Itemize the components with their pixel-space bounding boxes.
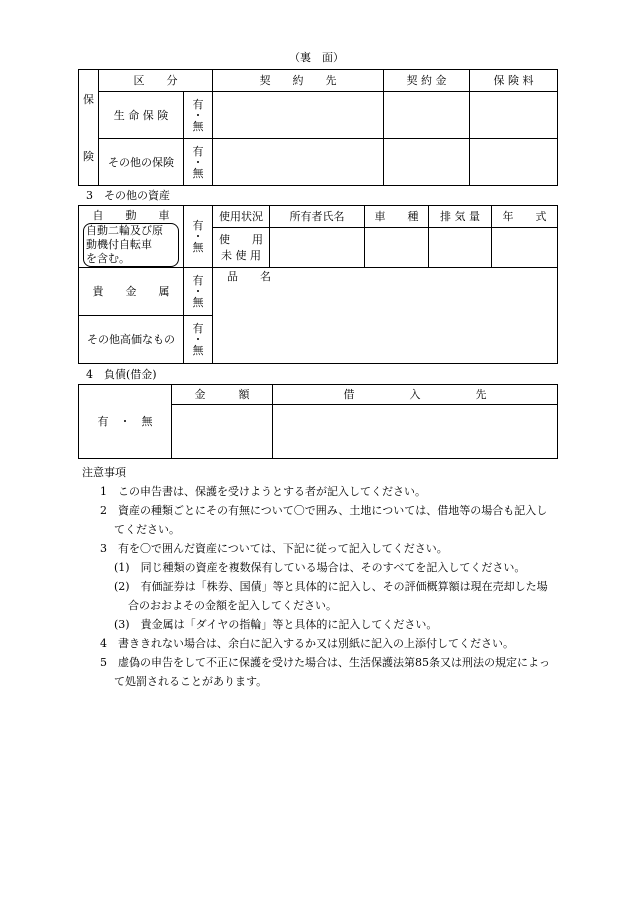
- other-premium-field[interactable]: [470, 139, 558, 186]
- separator-text: ・: [192, 230, 204, 243]
- car-yesno[interactable]: [184, 206, 213, 268]
- notes-section: [82, 463, 556, 691]
- other-contractor-field[interactable]: [213, 139, 384, 186]
- yes-text: 有: [192, 219, 204, 232]
- side-label-top: 保: [83, 92, 94, 106]
- life-insurance-label: 生 命 保 険: [99, 92, 184, 139]
- insurance-side-label: [79, 70, 99, 186]
- other-assets-table: [78, 205, 558, 364]
- separator-text: ・: [192, 108, 204, 122]
- yes-text: 有: [192, 322, 204, 335]
- displacement-field[interactable]: [429, 228, 492, 268]
- car-label: 自 動 車: [92, 209, 170, 222]
- section-4-title: 4 負債(借金): [86, 368, 157, 381]
- no-text: 無: [192, 119, 204, 133]
- model-field[interactable]: [365, 228, 429, 268]
- owner-field[interactable]: [270, 228, 365, 268]
- header-amount: 金 額: [172, 385, 273, 405]
- yes-text: 有: [192, 144, 204, 158]
- note-item-1: 1 この申告書は、保護を受けようとする者が記入してください。: [100, 485, 426, 498]
- header-contract-amount: 契 約 金: [384, 70, 470, 92]
- liabilities-yesno[interactable]: 有 ・ 無: [79, 385, 172, 459]
- header-owner: 所有者氏名: [270, 206, 365, 228]
- notes-title: 注意事項: [82, 466, 126, 479]
- precious-metals-yesno[interactable]: [184, 268, 213, 316]
- note-item-3-3: (3) 貴金属は「ダイヤの指輪」等と具体的に記入してください。: [114, 618, 438, 631]
- year-field[interactable]: [492, 228, 558, 268]
- other-amount-field[interactable]: [384, 139, 470, 186]
- yes-text: 有: [192, 274, 204, 287]
- no-text: 無: [192, 344, 204, 357]
- lender-field[interactable]: [273, 405, 558, 459]
- header-premium: 保 険 料: [470, 70, 558, 92]
- header-usage: 使用状況: [213, 206, 270, 228]
- other-valuables-label: その他高価なもの: [79, 316, 184, 364]
- header-contractor: 契 約 先: [213, 70, 384, 92]
- note-item-5: 5 虚偽の申告をして不正に保護を受けた場合は、生活保護法第85条又は刑法の規定によって処罰されることがあります。: [100, 656, 550, 688]
- other-insurance-label: その他の保険: [99, 139, 184, 186]
- page-title: （裏 面）: [289, 51, 344, 64]
- side-label-bottom: 険: [83, 149, 94, 163]
- other-insurance-yesno[interactable]: [184, 139, 213, 186]
- note-item-3: 3 有を〇で囲んだ資産については、下記に従って記入してください。: [100, 542, 448, 555]
- other-valuables-yesno[interactable]: [184, 316, 213, 364]
- car-label-cell: [79, 206, 184, 268]
- item-name-label: 品 名: [227, 270, 271, 283]
- insurance-table: [78, 69, 558, 186]
- usage-options[interactable]: [213, 228, 270, 268]
- car-note: [83, 223, 179, 267]
- no-text: 無: [192, 166, 204, 180]
- header-model: 車 種: [365, 206, 429, 228]
- car-note-line: 動機付自転車: [86, 238, 152, 251]
- amount-field[interactable]: [172, 405, 273, 459]
- usage-option-used: 使 用: [219, 232, 263, 246]
- separator-text: ・: [192, 333, 204, 346]
- header-category: 区 分: [99, 70, 213, 92]
- separator-text: ・: [192, 155, 204, 169]
- liabilities-table: [78, 384, 558, 459]
- life-insurance-yesno[interactable]: [184, 92, 213, 139]
- car-note-line: を含む。: [86, 252, 130, 265]
- item-name-field[interactable]: [213, 268, 558, 364]
- header-lender: 借 入 先: [273, 385, 558, 405]
- note-item-3-1: (1) 同じ種類の資産を複数保有している場合は、そのすべてを記入してください。: [114, 561, 526, 574]
- separator-text: ・: [192, 285, 204, 298]
- usage-option-unused: 未 使 用: [221, 248, 261, 262]
- section-3-title: 3 その他の資産: [86, 189, 170, 202]
- car-note-line: 自動二輪及び原: [86, 224, 163, 237]
- precious-metals-label: 貴 金 属: [79, 268, 184, 316]
- yes-text: 有: [192, 97, 204, 111]
- note-item-3-2: (2) 有価証券は「株券、国債」等と具体的に記入し、その評価概算額は現在売却した場合のおおよその金額を記入してください。: [114, 580, 548, 612]
- no-text: 無: [192, 296, 204, 309]
- no-text: 無: [192, 241, 204, 254]
- life-contractor-field[interactable]: [213, 92, 384, 139]
- life-premium-field[interactable]: [470, 92, 558, 139]
- header-displacement: 排 気 量: [429, 206, 492, 228]
- note-item-4: 4 書ききれない場合は、余白に記入するか又は別紙に記入の上添付してください。: [100, 637, 514, 650]
- note-item-2: 2 資産の種類ごとにその有無について〇で囲み、土地については、借地等の場合も記入してください。: [100, 504, 548, 536]
- header-year: 年 式: [492, 206, 558, 228]
- life-amount-field[interactable]: [384, 92, 470, 139]
